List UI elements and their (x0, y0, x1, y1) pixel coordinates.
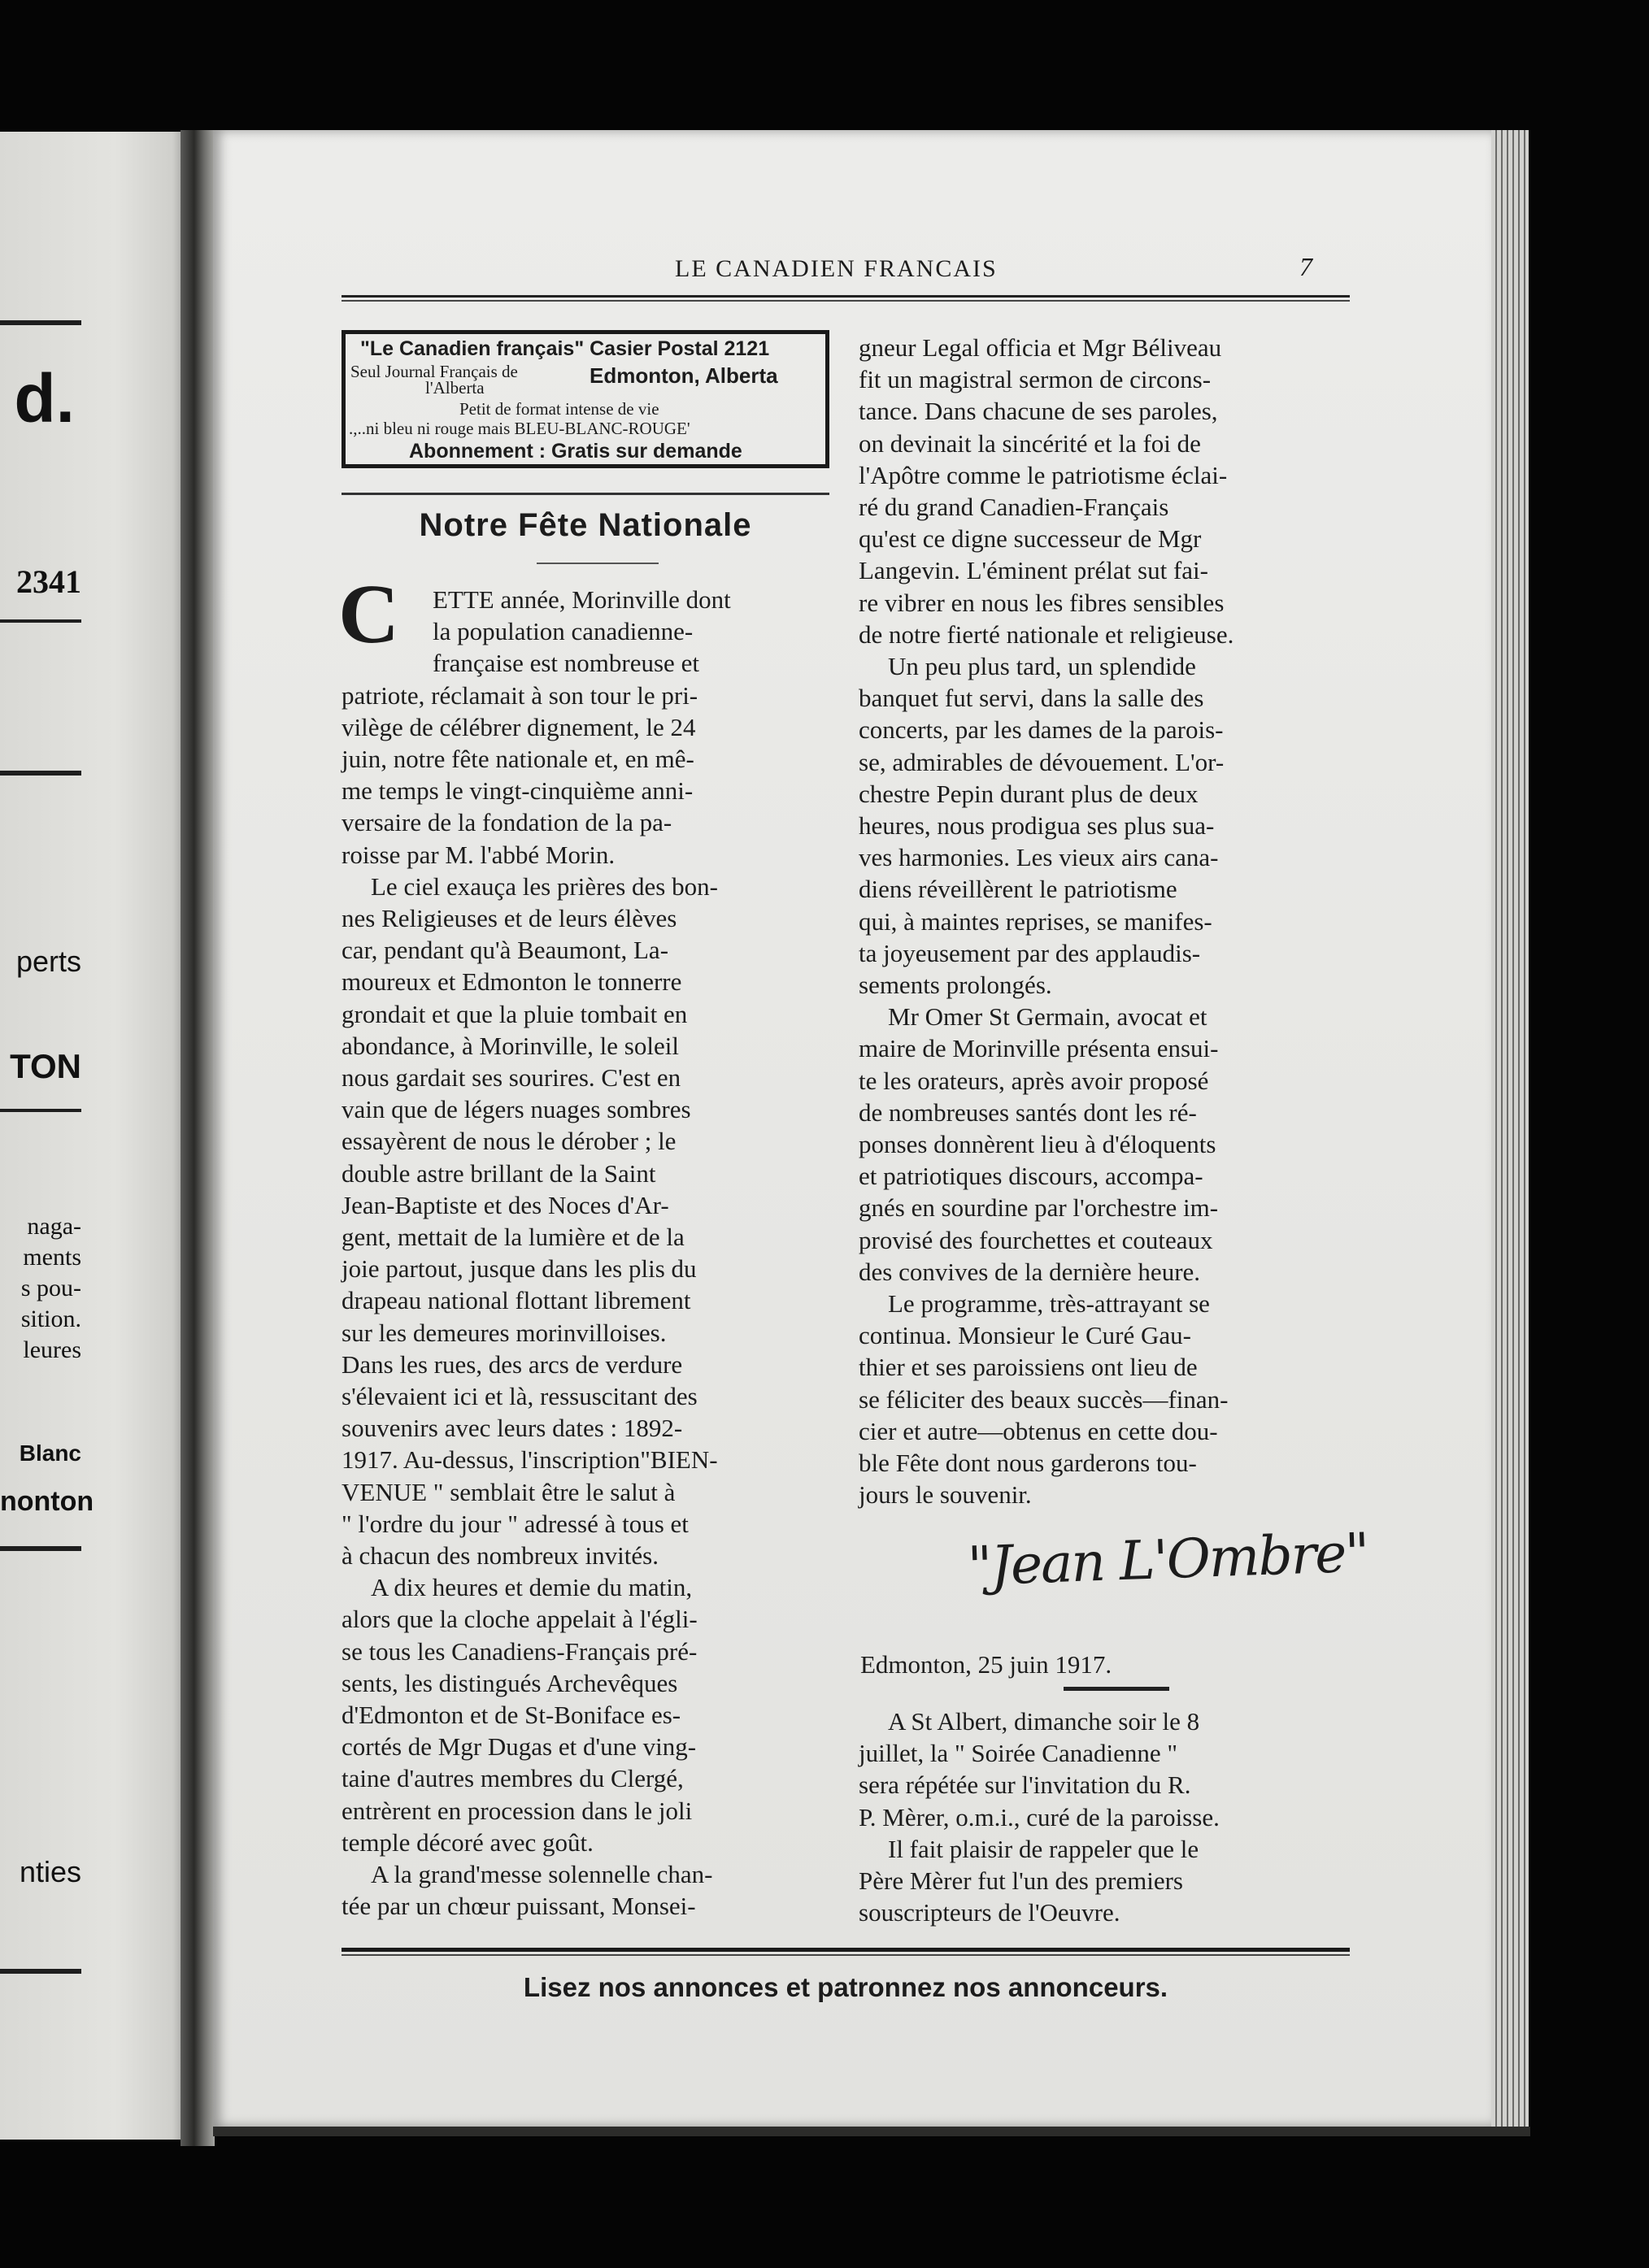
text-line: diens réveillèrent le patriotisme (859, 875, 1177, 904)
text-line: Il fait plaisir de rappeler que le (888, 1834, 1199, 1863)
text-line: P. Mèrer, o.m.i., curé de la paroisse. (859, 1802, 1220, 1831)
text-line: sera répétée sur l'invitation du R. (859, 1771, 1191, 1800)
masthead-city: Edmonton, Alberta (590, 363, 778, 388)
text-line: cier et autre—obtenus en cette dou- (859, 1416, 1218, 1445)
text-line: s'élevaient ici et là, ressuscitant des (342, 1382, 698, 1410)
left-page-rule (0, 1109, 81, 1112)
text-line: souvenirs avec leurs dates : 1892- (342, 1414, 683, 1443)
masthead-publication: "Le Canadien français" Casier Postal 2121 (360, 337, 770, 360)
text-line: provisé des fourchettes et couteaux (859, 1225, 1213, 1254)
text-line: tance. Dans chacune de ses paroles, (859, 397, 1218, 426)
text-line: la population canadienne- (433, 617, 694, 646)
text-line: A dix heures et demie du matin, (371, 1573, 693, 1602)
left-page-text: perts (15, 945, 81, 978)
text-line: essayèrent de nous le dérober ; le (342, 1127, 677, 1156)
text-line: ble Fête dont nous garderons tou- (859, 1449, 1197, 1477)
header-rule (342, 300, 1350, 302)
text-line: ta joyeusement par des applaudis- (859, 938, 1201, 967)
text-line: l'Apôtre comme le patriotisme éclai- (859, 460, 1228, 489)
dateline-rule (1064, 1687, 1169, 1691)
text-line: jours le souvenir. (859, 1480, 1032, 1510)
text-line: française est nombreuse et (433, 649, 699, 678)
text-line: Jean-Baptiste et des Noces d'Ar- (342, 1190, 669, 1219)
text-line: heures, nous prodigua ses plus sua- (859, 811, 1215, 840)
author-signature: "Jean L'Ombre" (966, 1521, 1369, 1598)
text-line: Un peu plus tard, un splendide (888, 652, 1196, 680)
page-edges (1491, 130, 1529, 2127)
left-page-text: nonton (0, 1486, 94, 1517)
text-line: A la grand'messe solennelle chan- (371, 1860, 713, 1888)
text-line: chestre Pepin durant plus de deux (859, 779, 1199, 808)
text-line: à chacun des nombreux invités. (342, 1541, 659, 1570)
text-line: thier et ses paroissiens ont lieu de (859, 1353, 1198, 1382)
left-page-text: nties (19, 1855, 81, 1888)
text-line: abondance, à Morinville, le soleil (342, 1031, 679, 1060)
text-line: sements prolongés. (859, 971, 1052, 999)
text-line: ETTE année, Morinville dont (433, 585, 731, 614)
text-line: temple décoré avec goût. (342, 1827, 594, 1857)
text-line: qu'est ce digne successeur de Mgr (859, 524, 1202, 554)
left-page-rule (0, 771, 81, 776)
text-line: VENUE " semblait être le salut à (342, 1477, 676, 1506)
text-line: Dans les rues, des arcs de verdure (342, 1349, 683, 1379)
text-line: moureux et Edmonton le tonnerre (342, 967, 682, 997)
text-line: alors que la cloche appelait à l'égli- (342, 1605, 698, 1634)
left-page-text: 2341 (16, 563, 81, 600)
text-line: nes Religieuses et de leurs élèves (342, 904, 677, 932)
footer-slogan: Lisez nos annonces et patronnez nos annonceurs. (523, 1972, 1168, 2002)
text-line: grondait et que la pluie tombait en (342, 999, 688, 1028)
text-line: me temps le vingt-cinquième anni- (342, 776, 694, 806)
text-line: cortés de Mgr Dugas et d'une ving- (342, 1732, 697, 1762)
page-number: 7 (1299, 252, 1312, 281)
text-line: taine d'autres membres du Clergé, (342, 1764, 684, 1793)
left-page-text: sition. (20, 1306, 81, 1332)
text-line: tée par un chœur puissant, Monsei- (342, 1892, 696, 1921)
running-header-title: LE CANADIEN FRANCAIS (675, 255, 998, 282)
text-line: d'Edmonton et de St-Boniface es- (342, 1701, 681, 1729)
masthead-tagline: .,..ni bleu ni rouge mais BLEU-BLANC-ROUGE' (349, 419, 690, 438)
text-line: se tous les Canadiens-Français pré- (342, 1636, 698, 1666)
dateline: Edmonton, 25 juin 1917. (860, 1650, 1112, 1679)
masthead-tagline: Petit de format intense de vie (459, 399, 659, 419)
text-line: continua. Monsieur le Curé Gau- (859, 1321, 1191, 1350)
drop-cap: C (338, 567, 400, 661)
masthead-box (342, 330, 829, 468)
text-line: maire de Morinville présenta ensui- (859, 1034, 1219, 1063)
text-line: se, admirables de dévouement. L'or- (859, 747, 1225, 776)
left-page-text: d. (14, 360, 75, 437)
text-line: gent, mettait de la lumière et de la (342, 1223, 685, 1251)
text-line: sents, les distingués Archevêques (342, 1668, 678, 1697)
book-gutter (181, 130, 215, 2146)
text-line: 1917. Au-dessus, l'inscription"BIEN- (342, 1445, 718, 1475)
left-page-text: leures (23, 1336, 81, 1363)
text-line: Le ciel exauça les prières des bon- (371, 871, 718, 901)
text-line: " l'ordre du jour " adressé à tous et (342, 1509, 689, 1538)
masthead-rule (342, 493, 829, 495)
title-rule (537, 563, 659, 564)
left-page-rule (0, 320, 81, 325)
footer-rule (342, 1954, 1350, 1956)
header-rule (342, 295, 1350, 298)
text-line: Le programme, très-attrayant se (888, 1289, 1210, 1318)
text-line: entrèrent en procession dans le joli (342, 1796, 693, 1825)
text-line: juin, notre fête nationale et, en mê- (342, 745, 694, 773)
text-line: roisse par M. l'abbé Morin. (342, 840, 616, 869)
text-line: et patriotiques discours, accompa- (859, 1162, 1203, 1191)
text-line: car, pendant qu'à Beaumont, La- (342, 936, 669, 965)
page-shadow (213, 2127, 1530, 2136)
text-line: de notre fierté nationale et religieuse. (859, 619, 1234, 649)
text-line: double astre brillant de la Saint (342, 1158, 656, 1188)
masthead-subtitle: Seul Journal Français de (350, 362, 518, 381)
text-line: Langevin. L'éminent prélat sut fai- (859, 556, 1208, 585)
text-line: banquet fut servi, dans la salle des (859, 684, 1204, 713)
text-line: fit un magistral sermon de circons- (859, 365, 1212, 394)
text-line: qui, à maintes reprises, se manifes- (859, 906, 1212, 936)
text-line: drapeau national flottant librement (342, 1286, 691, 1315)
text-line: gnés en sourdine par l'orchestre im- (859, 1193, 1219, 1223)
left-page-fragment (0, 132, 192, 2140)
text-line: re vibrer en nous les fibres sensibles (859, 588, 1225, 617)
text-line: joie partout, jusque dans les plis du (342, 1254, 697, 1284)
text-line: versaire de la fondation de la pa- (342, 808, 672, 837)
text-line: te les orateurs, après avoir proposé (859, 1066, 1209, 1095)
text-line: juillet, la " Soirée Canadienne " (859, 1739, 1178, 1768)
text-line: nous gardait ses sourires. C'est en (342, 1063, 681, 1092)
text-line: concerts, par les dames de la parois- (859, 715, 1224, 745)
footer-rule (342, 1948, 1350, 1952)
text-line: vilège de célébrer dignement, le 24 (342, 712, 696, 741)
text-line: se féliciter des beaux succès—finan- (859, 1384, 1229, 1414)
text-line: patriote, réclamait à son tour le pri- (342, 680, 698, 710)
left-page-rule (0, 1546, 81, 1551)
text-line: A St Albert, dimanche soir le 8 (888, 1707, 1200, 1736)
left-page-text: s pou- (20, 1275, 81, 1301)
text-line: on devinait la sincérité et la foi de (859, 428, 1201, 458)
masthead-subtitle: l'Alberta (425, 378, 485, 398)
article-title: Notre Fête Nationale (419, 507, 752, 543)
text-line: vain que de légers nuages sombres (342, 1095, 691, 1124)
left-page-text: Blanc (19, 1440, 81, 1466)
text-line: de nombreuses santés dont les ré- (859, 1097, 1197, 1127)
text-line: gneur Legal officia et Mgr Béliveau (859, 333, 1222, 362)
text-line: Père Mèrer fut l'un des premiers (859, 1866, 1183, 1895)
left-page-text: TON (10, 1047, 81, 1085)
text-line: souscripteurs de l'Oeuvre. (859, 1898, 1120, 1927)
text-line: Mr Omer St Germain, avocat et (888, 1002, 1207, 1032)
left-page-rule (0, 619, 81, 623)
text-line: ves harmonies. Les vieux airs cana- (859, 843, 1219, 872)
text-line: ré du grand Canadien-Français (859, 493, 1169, 521)
text-line: des convives de la dernière heure. (859, 1257, 1201, 1286)
left-page-rule (0, 1969, 81, 1974)
masthead-subscription: Abonnement : Gratis sur demande (409, 440, 742, 463)
left-page-text: naga- (27, 1213, 81, 1240)
left-page-text: ments (23, 1244, 81, 1271)
text-line: ponses donnèrent lieu à d'éloquents (859, 1130, 1216, 1158)
text-line: sur les demeures morinvilloises. (342, 1318, 667, 1347)
